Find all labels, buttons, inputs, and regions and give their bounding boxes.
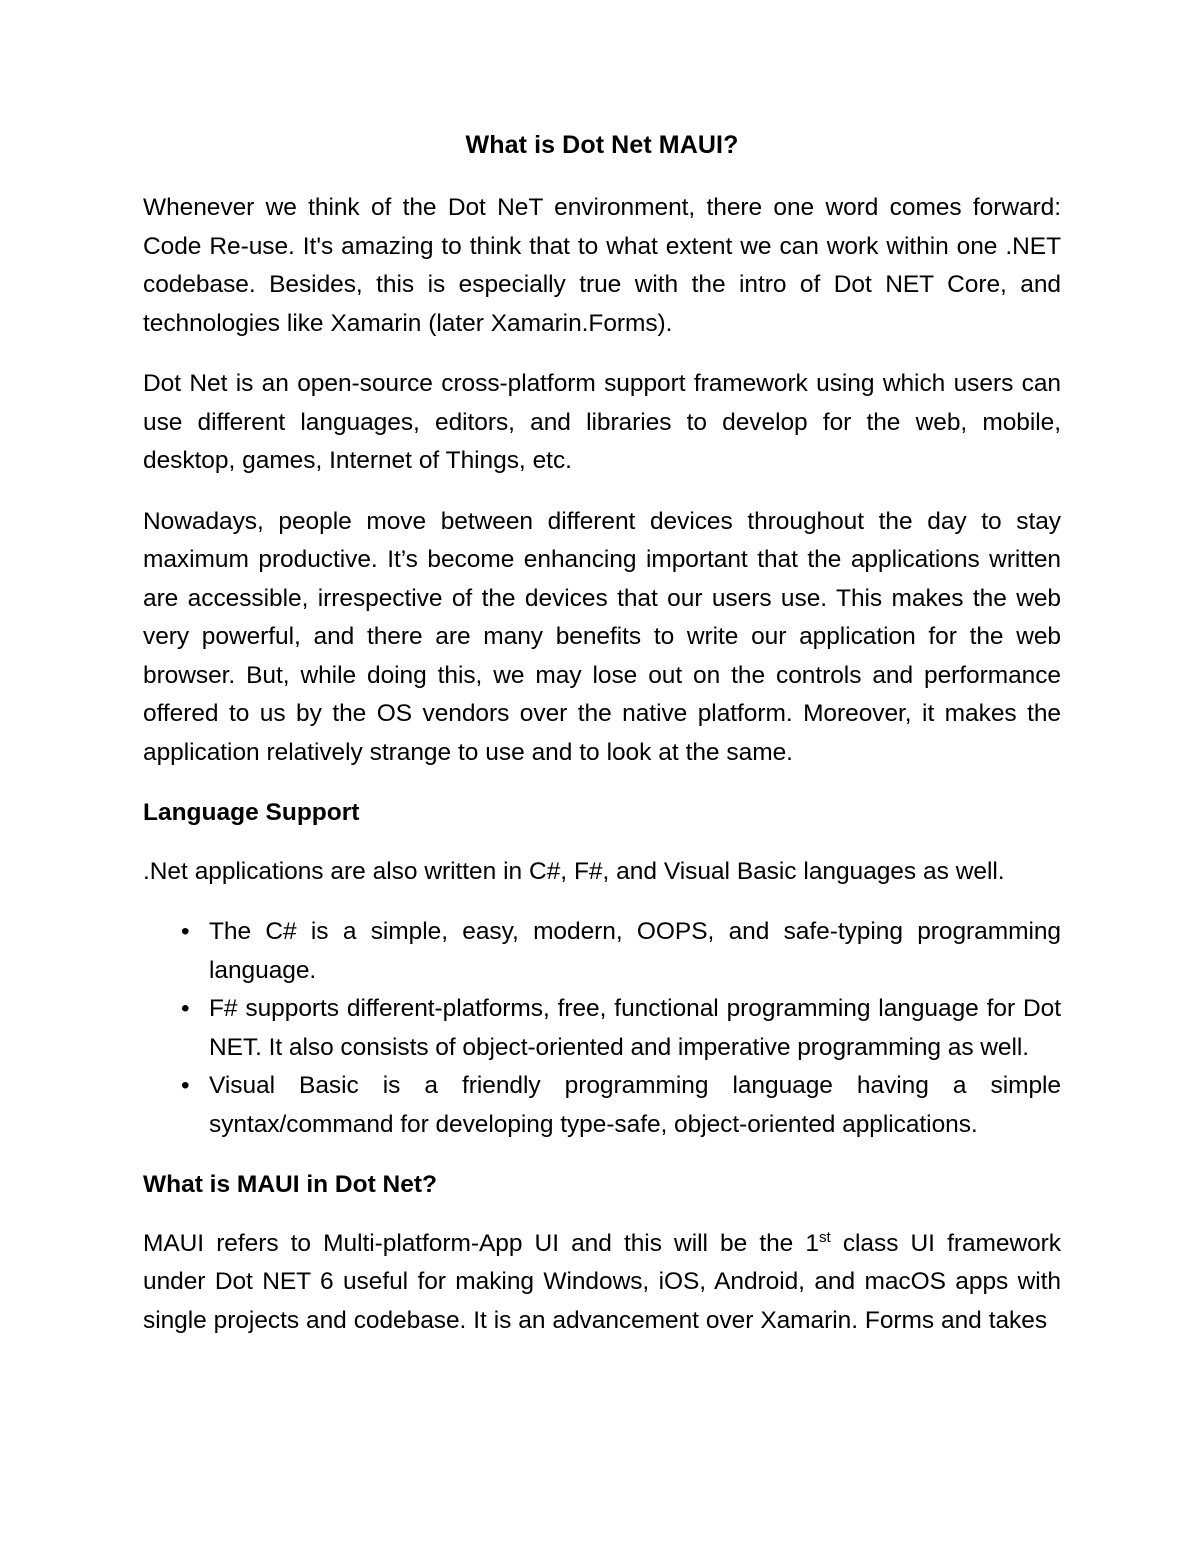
maui-body-before-ordinal: MAUI refers to Multi-platform-App UI and this will be the 1 [143, 1229, 819, 1257]
paragraph-intro: Whenever we think of the Dot NeT environment, there one word comes forward: Code Re-use. It's amazing to think that to what extent we can work within one .NET codebase. Besides, this is especially true with the intro of Dot NET Core, and technologies like Xamarin (later Xamarin.Forms). [143, 194, 1061, 337]
maui-body-after-ordinal: class UI framework under Dot NET 6 useful for making Windows, iOS, Android, and macOS apps with single projects and codebase. It is an advancement over Xamarin. Forms and takes [143, 1229, 1061, 1334]
list-item-label: F# supports different-platforms, free, functional programming language for Dot NET. It also consists of object-oriented and imperative programming as well. [209, 995, 1061, 1061]
list-item [143, 913, 1061, 990]
list-item [143, 990, 1061, 1067]
list-item [143, 1067, 1061, 1144]
bullet-icon: • [181, 1072, 190, 1100]
page-title: What is Dot Net MAUI? [465, 131, 739, 159]
ordinal-suffix: st [818, 1228, 831, 1246]
bullet-icon: • [181, 995, 190, 1023]
section-heading-what-is-maui: What is MAUI in Dot Net? [143, 1171, 437, 1199]
document-body [143, 130, 1061, 1362]
paragraph-language-support-intro: .Net applications are also written in C#, F#, and Visual Basic languages as well. [143, 857, 1005, 885]
paragraph-maui-body [143, 1225, 1061, 1341]
list-item-label: Visual Basic is a friendly programming language having a simple syntax/command for developing type-safe, object-oriented applications. [209, 1072, 1061, 1138]
language-bullet-list [143, 913, 1061, 1144]
bullet-icon: • [181, 918, 190, 946]
list-item-label: The C# is a simple, easy, modern, OOPS, and safe-typing programming language. [209, 918, 1061, 984]
paragraph-dotnet-overview: Dot Net is an open-source cross-platform support framework using which users can use different languages, editors, and libraries to develop for the web, mobile, desktop, games, Internet of Things, etc. [143, 370, 1061, 475]
section-heading-language-support: Language Support [143, 799, 360, 827]
paragraph-devices: Nowadays, people move between different devices throughout the day to stay maximum productive. It’s become enhancing important that the applications written are accessible, irrespective of the devices that our users use. This makes the web very powerful, and there are many benefits to write our application for the web browser. But, while doing this, we may lose out on the controls and performance offered to us by the OS vendors over the native platform. Moreover, it makes the application relatively strange to use and to look at the same. [143, 507, 1061, 766]
